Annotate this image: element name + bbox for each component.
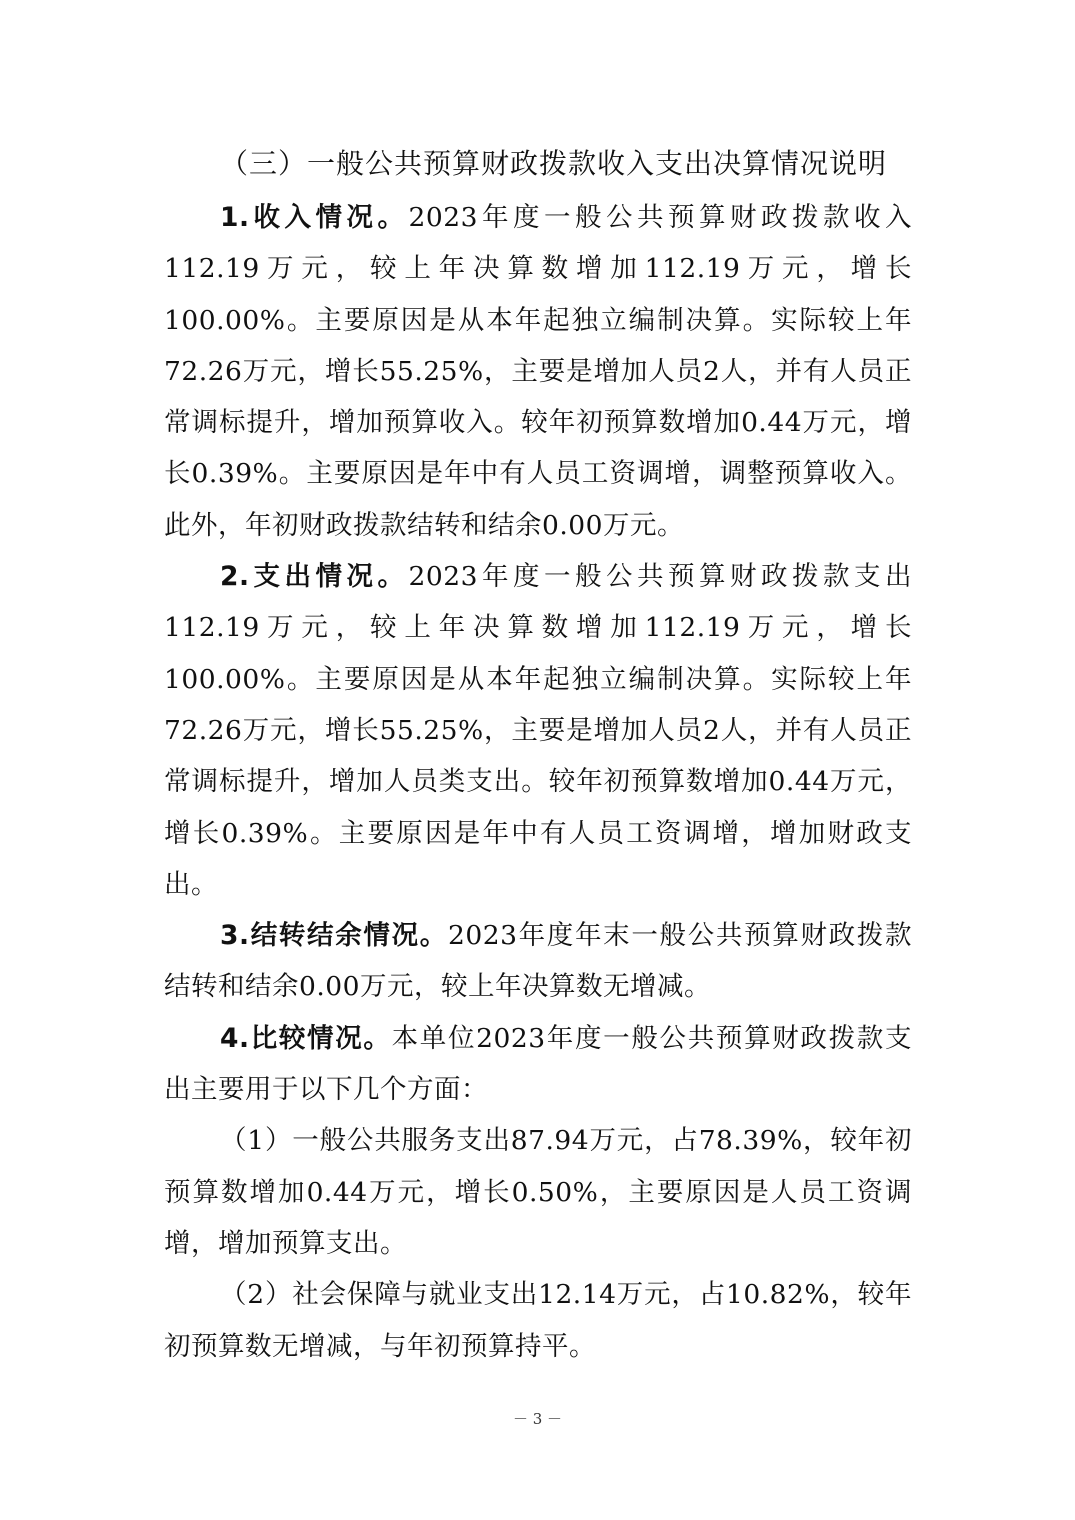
- paragraph-income: [164, 192, 912, 551]
- income-body: 2023年度一般公共预算财政拨款收入112.19万元，较上年决算数增加112.19万元，增长100.00%。主要原因是从本年起独立编制决算。实际较上年72.26万元，增长55.25%，主要是增加人员2人，并有人员正常调标提升，增加预算收入。较年初预算数增加0.44万元，增长0.39%。主要原因是年中有人员工资调增，调整预算收入。此外，年初财政拨款结转和结余0.00万元。: [164, 202, 912, 541]
- expenditure-body: 2023年度一般公共预算财政拨款支出112.19万元，较上年决算数增加112.19万元，增长100.00%。主要原因是从本年起独立编制决算。实际较上年72.26万元，增长55.25%，主要是增加人员2人，并有人员正常调标提升，增加人员类支出。较年初预算数增加0.44万元，增长0.39%。主要原因是年中有人员工资调增，增加财政支出。: [164, 561, 912, 900]
- balance-body: 2023年度年末一般公共预算财政拨款结转和结余0.00万元，较上年决算数无增减。: [164, 920, 912, 1003]
- document-page: [164, 138, 912, 1372]
- list-item: （2）社会保障与就业支出12.14万元，占10.82%，较年初预算数无增减，与年初预算持平。: [164, 1279, 912, 1362]
- paragraph-balance: [164, 910, 912, 1013]
- comparison-body: 本单位2023年度一般公共预算财政拨款支出主要用于以下几个方面：: [164, 1022, 912, 1106]
- income-title: 1.收入情况。: [220, 202, 409, 233]
- balance-title: 3.结转结余情况。: [220, 920, 448, 952]
- list-item: （1）一般公共服务支出87.94万元，占78.39%，较年初预算数增加0.44万元，增长0.50%，主要原因是人员工资调增，增加预算支出。: [164, 1125, 912, 1259]
- expenditure-title: 2.支出情况。: [220, 561, 409, 593]
- paragraph-expenditure: [164, 551, 912, 910]
- section-heading: （三）一般公共预算财政拨款收入支出决算情况说明: [220, 147, 888, 180]
- page-number: － 3 －: [512, 1410, 563, 1428]
- comparison-title: 4.比较情况。: [220, 1022, 392, 1054]
- paragraph-comparison: [164, 1013, 912, 1116]
